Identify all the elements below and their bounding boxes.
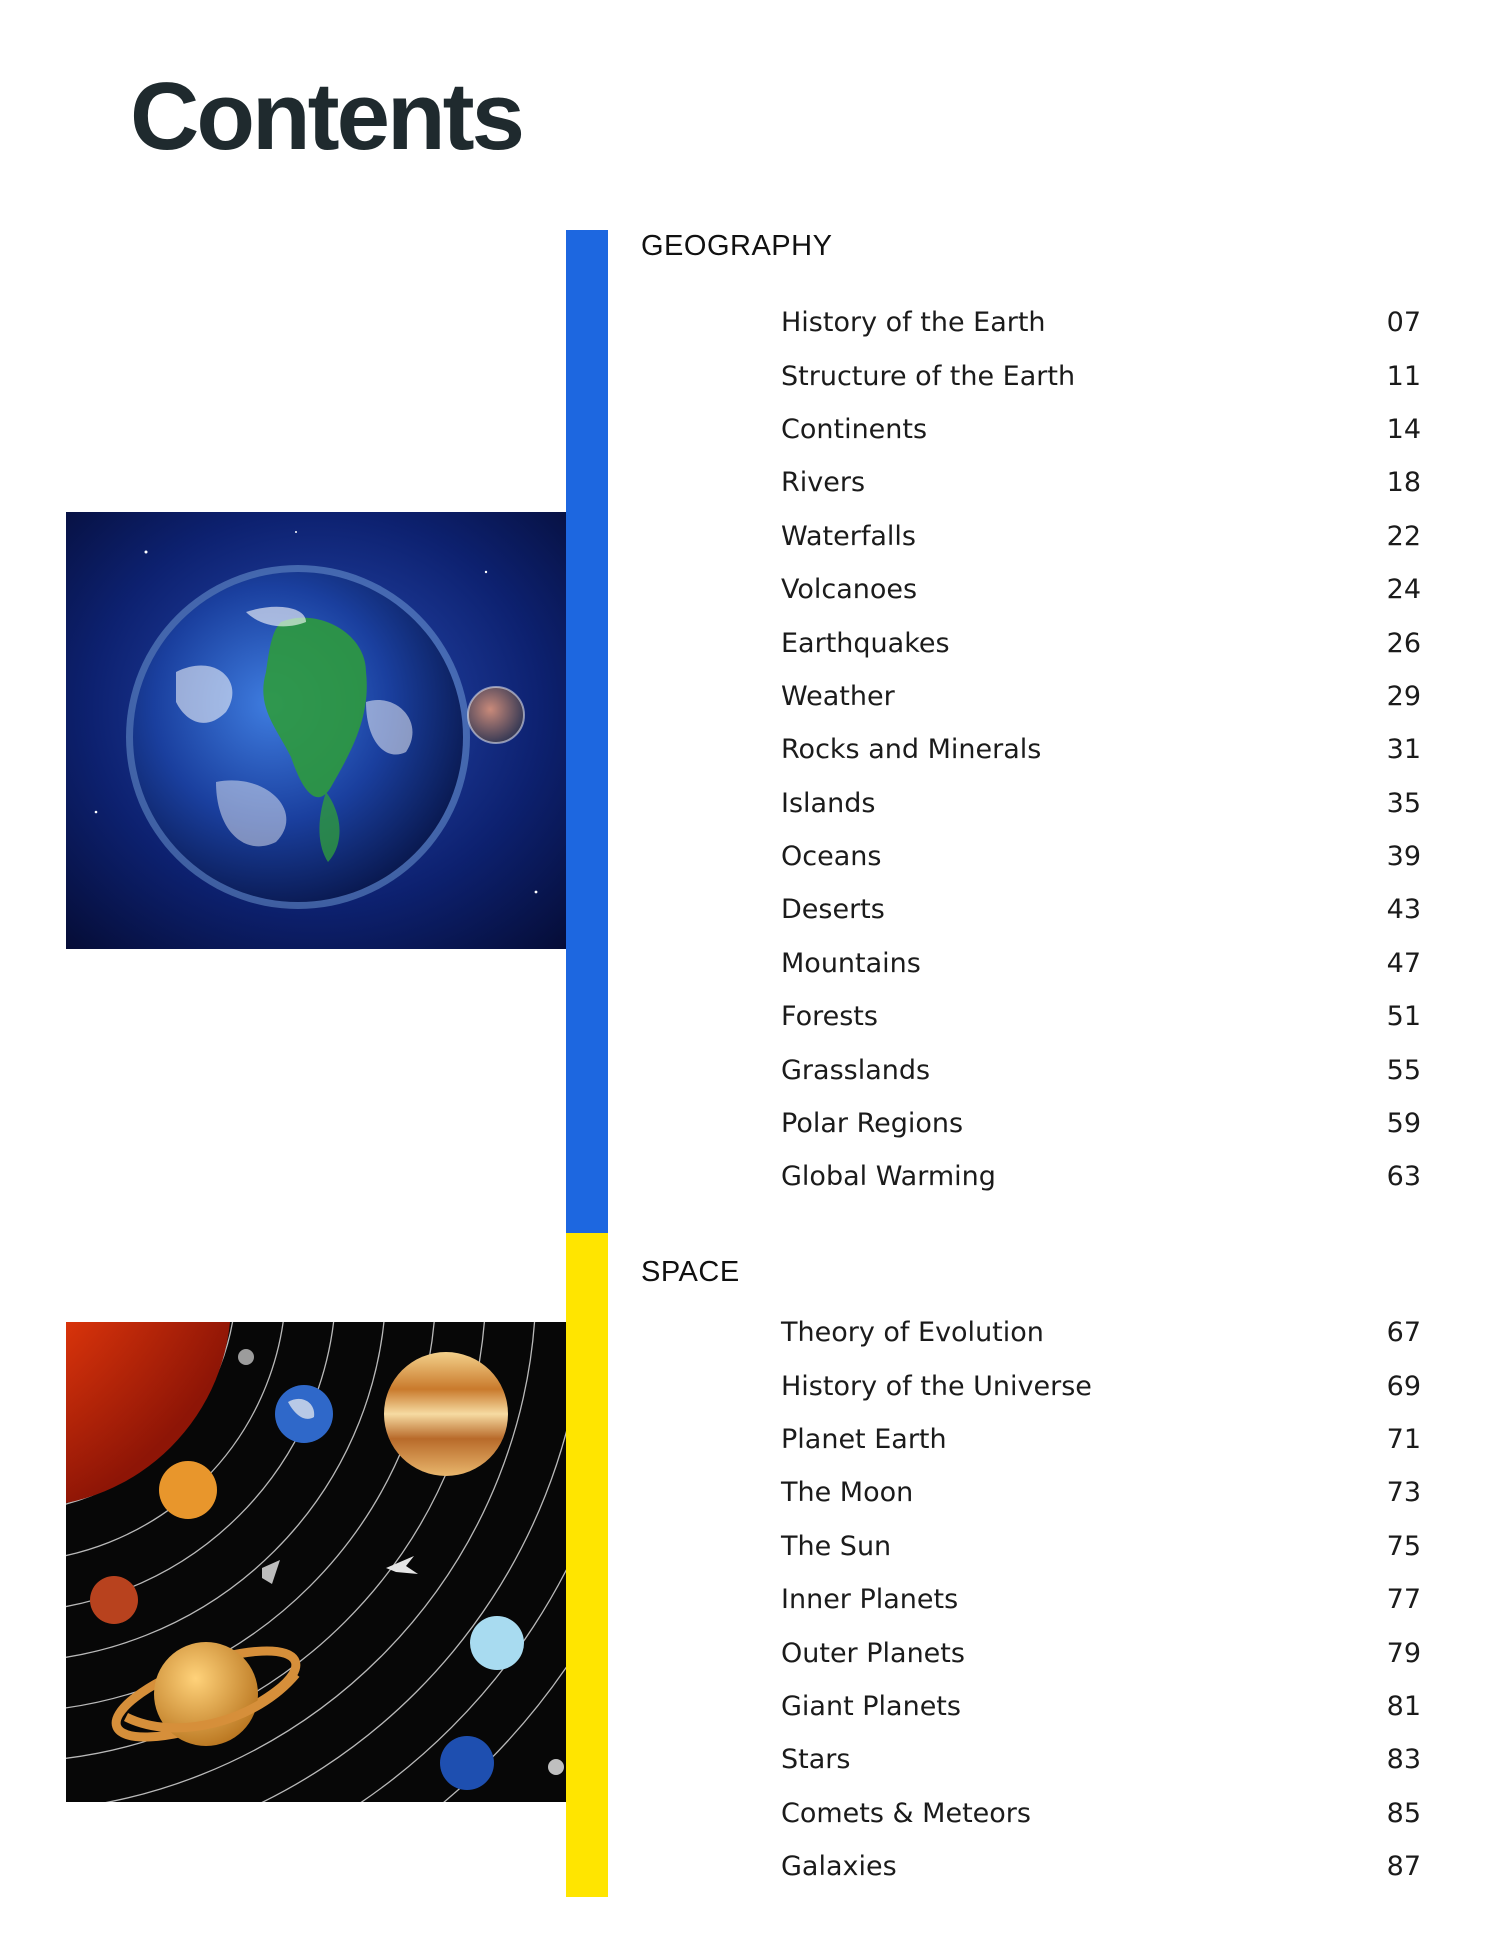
toc-entry-label: Theory of Evolution (781, 1317, 1044, 1349)
toc-entry[interactable] (781, 1413, 1421, 1466)
toc-entry[interactable] (781, 1043, 1421, 1096)
toc-entry[interactable] (781, 1150, 1421, 1203)
toc-entry-label: The Sun (781, 1530, 892, 1562)
toc-entry-label: History of the Earth (781, 307, 1046, 339)
section-heading-geography: GEOGRAPHY (641, 230, 833, 262)
toc-entry-label: Comets & Meteors (781, 1797, 1031, 1829)
geography-color-bar (566, 230, 608, 1233)
toc-entry-label: Islands (781, 787, 876, 819)
toc-entry-label: Oceans (781, 841, 882, 873)
toc-entry[interactable] (781, 296, 1421, 349)
toc-entry-page: 81 (1386, 1690, 1421, 1722)
toc-entry-page: 11 (1386, 360, 1421, 392)
toc-entry-page: 26 (1386, 627, 1421, 659)
toc-entry[interactable] (781, 937, 1421, 990)
toc-entry-page: 55 (1386, 1054, 1421, 1086)
toc-entry-page: 59 (1386, 1108, 1421, 1140)
toc-entry-page: 35 (1386, 787, 1421, 819)
toc-entry[interactable] (781, 1787, 1421, 1840)
toc-entry-label: Structure of the Earth (781, 360, 1076, 392)
toc-entry-label: Forests (781, 1001, 878, 1033)
toc-entry-page: 39 (1386, 841, 1421, 873)
toc-entry-page: 71 (1386, 1423, 1421, 1455)
toc-entry-page: 73 (1386, 1477, 1421, 1509)
space-color-bar (566, 1233, 608, 1897)
toc-entry-label: Inner Planets (781, 1584, 959, 1616)
toc-entry-page: 85 (1386, 1797, 1421, 1829)
toc-entry-label: Stars (781, 1744, 851, 1776)
toc-entry-label: History of the Universe (781, 1370, 1092, 1402)
section-heading-space: SPACE (641, 1256, 740, 1288)
toc-entry-page: 77 (1386, 1584, 1421, 1616)
toc-entry-page: 75 (1386, 1530, 1421, 1562)
toc-entry-page: 87 (1386, 1851, 1421, 1883)
toc-entry-page: 31 (1386, 734, 1421, 766)
toc-entry[interactable] (781, 456, 1421, 509)
toc-entry-page: 79 (1386, 1637, 1421, 1669)
toc-entry-label: Rivers (781, 467, 866, 499)
toc-entry-label: Galaxies (781, 1851, 897, 1883)
toc-entry-page: 63 (1386, 1161, 1421, 1193)
toc-entry[interactable] (781, 883, 1421, 936)
toc-entry[interactable] (781, 1733, 1421, 1786)
toc-entry[interactable] (781, 723, 1421, 776)
toc-entry-label: The Moon (781, 1477, 914, 1509)
toc-entry-label: Volcanoes (781, 574, 918, 606)
toc-entry[interactable] (781, 349, 1421, 402)
toc-entry-label: Earthquakes (781, 627, 950, 659)
toc-entry-label: Weather (781, 680, 895, 712)
toc-entry[interactable] (781, 1359, 1421, 1412)
toc-entry[interactable] (781, 1466, 1421, 1519)
toc-entry-page: 29 (1386, 680, 1421, 712)
toc-entry-page: 22 (1386, 520, 1421, 552)
toc-entry[interactable] (781, 510, 1421, 563)
toc-entry[interactable] (781, 616, 1421, 669)
toc-entry-page: 83 (1386, 1744, 1421, 1776)
toc-entry-page: 24 (1386, 574, 1421, 606)
toc-entry[interactable] (781, 563, 1421, 616)
toc-entry[interactable] (781, 777, 1421, 830)
toc-entry-page: 14 (1386, 413, 1421, 445)
toc-entry[interactable] (781, 1306, 1421, 1359)
toc-entry[interactable] (781, 1680, 1421, 1733)
toc-entry[interactable] (781, 990, 1421, 1043)
toc-entry[interactable] (781, 1520, 1421, 1573)
space-contents-list (781, 1306, 1421, 1893)
toc-entry-page: 18 (1386, 467, 1421, 499)
toc-entry[interactable] (781, 1840, 1421, 1893)
toc-entry-label: Deserts (781, 894, 885, 926)
toc-entry-page: 43 (1386, 894, 1421, 926)
toc-entry-label: Waterfalls (781, 520, 916, 552)
toc-entry-page: 67 (1386, 1317, 1421, 1349)
toc-entry-label: Mountains (781, 947, 921, 979)
geography-contents-list (781, 296, 1421, 1204)
toc-entry-page: 07 (1386, 307, 1421, 339)
toc-entry[interactable] (781, 830, 1421, 883)
toc-entry[interactable] (781, 1573, 1421, 1626)
toc-entry-label: Rocks and Minerals (781, 734, 1042, 766)
toc-entry[interactable] (781, 670, 1421, 723)
solar-system-image (66, 1322, 566, 1802)
toc-entry-label: Grasslands (781, 1054, 931, 1086)
toc-entry-label: Polar Regions (781, 1108, 964, 1140)
toc-entry[interactable] (781, 1626, 1421, 1679)
toc-entry-label: Continents (781, 413, 928, 445)
toc-entry-label: Global Warming (781, 1161, 996, 1193)
toc-entry-page: 51 (1386, 1001, 1421, 1033)
toc-entry-label: Outer Planets (781, 1637, 965, 1669)
toc-entry-page: 69 (1386, 1370, 1421, 1402)
toc-entry-label: Giant Planets (781, 1690, 961, 1722)
toc-entry[interactable] (781, 403, 1421, 456)
page-title: Contents (130, 63, 522, 170)
earth-image (66, 512, 566, 949)
toc-entry-label: Planet Earth (781, 1423, 947, 1455)
toc-entry-page: 47 (1386, 947, 1421, 979)
toc-entry[interactable] (781, 1097, 1421, 1150)
